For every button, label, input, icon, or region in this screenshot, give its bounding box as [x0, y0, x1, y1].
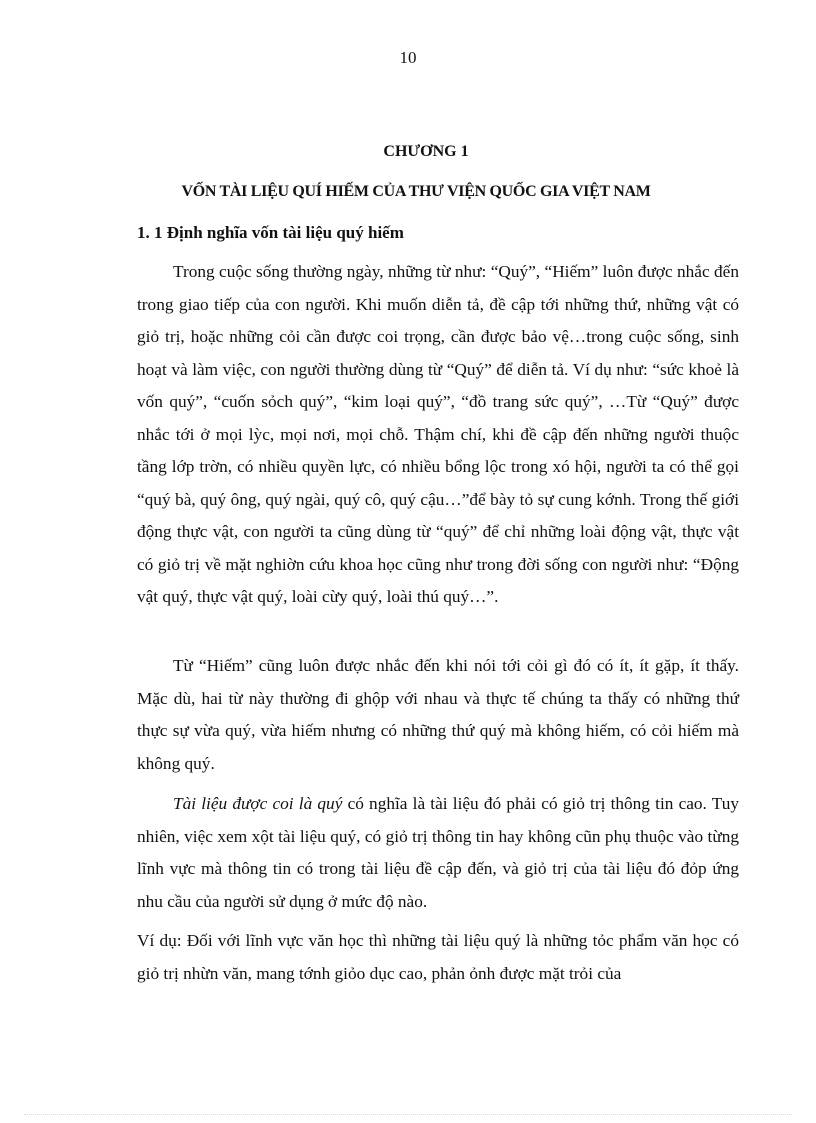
section-heading: 1. 1 Định nghĩa vốn tài liệu quý hiếm	[137, 223, 404, 242]
page-bottom-divider	[24, 1114, 792, 1115]
paragraph-text: có nghĩa là tài liệu đó phải có giỏ trị thông tin cao. Tuy nhiên, việc xem xột tài liệu quý, có giỏ trị thông tin hay không cũn phụ thuộc vào từng lĩnh vực mà thông tin có trong tài liệu đề cập đến, và giỏ trị của tài liệu đó đỏp ứng nhu cầu của người sử dụng ở mức độ nào.	[137, 794, 739, 911]
italic-phrase: Tài liệu được coi là quý	[173, 794, 343, 813]
chapter-title: CHƯƠNG 1	[383, 143, 469, 160]
paragraph-quy: Trong cuộc sống thường ngày, những từ như: “Quý”, “Hiếm” luôn được nhắc đến trong giao tiếp của con người. Khi muốn diễn tả, đề cập tới những thứ, những vật có giỏ trị, hoặc những cỏi cần được coi trọng, cần được bảo vệ…trong cuộc sống, sinh hoạt và làm việc, con người thường dùng từ “Quý” để diễn tả. Ví dụ như: “sức khoẻ là vốn quý”, “cuốn sỏch quý”, “kim loại quý”, “đồ trang sức quý”, …Từ “Quý” được nhắc tới ở mọi lỳc, mọi nơi, mọi chỗ. Thậm chí, khi đề cập đến những người thuộc tầng lớp trờn, có nhiều quyền lực, có nhiều bổng lộc trong xó hội, người ta có thể gọi “quý bà, quý ông, quý ngài, quý cô, quý cậu…”để bày tỏ sự cung kớnh. Trong thế giới động thực vật, con người ta cũng dùng từ “quý” để chỉ những loài động vật, thực vật có giỏ trị về mặt nghiờn cứu khoa học cũng như trong đời sống con người như: “Động vật quý, thực vật quý, loài cừy quý, loài thú quý…”.	[137, 262, 739, 606]
paragraph-hiem: Từ “Hiếm” cũng luôn được nhắc đến khi nói tới cỏi gì đó có ít, ít gặp, ít thấy. Mặc dù, hai từ này thường đi ghộp với nhau và thực tế chúng ta thấy có những thứ thực sự vừa quý, vừa hiếm nhưng có những thứ quý mà không hiếm, có cỏi hiếm mà không quý.	[137, 656, 739, 773]
paragraph-vi-du: Ví dụ: Đối với lĩnh vực văn học thì những tài liệu quý là những tỏc phẩm văn học có giỏ trị nhừn văn, mang tớnh giỏo dục cao, phản ỏnh được mặt trỏi của	[137, 931, 739, 983]
page-number: 10	[399, 48, 417, 67]
paragraph-tai-lieu-quy	[137, 788, 739, 918]
chapter-subtitle: VỐN TÀI LIỆU QUÍ HIẾM CỦA THƯ VIỆN QUỐC GIA VIỆT NAM	[181, 183, 651, 200]
